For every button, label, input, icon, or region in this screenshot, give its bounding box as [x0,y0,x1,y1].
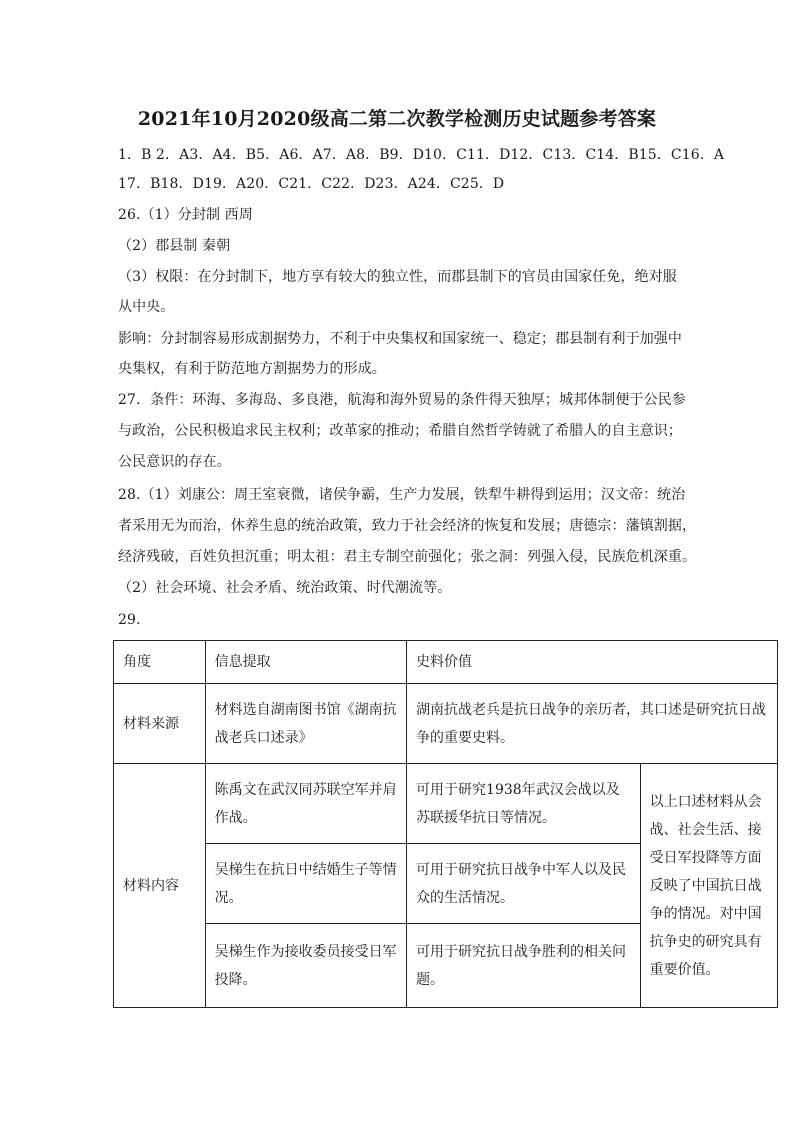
source-angle: 材料来源 [114,684,206,764]
q29-table [113,640,778,1008]
content-info-3: 吴梯生作为接收委员接受日军投降。 [205,924,406,1008]
content-info-2: 吴梯生在抗日中结婚生子等情况。 [205,844,406,924]
content-value-1: 可用于研究1938年武汉会战以及苏联援华抗日等情况。 [407,764,641,844]
content-summary: 以上口述材料从会战、社会生活、接受日军投降等方面反映了中国抗日战争的情况。对中国抗争史的研究具有重要价值。 [640,764,777,1008]
content-info-1: 陈禹文在武汉同苏联空军并肩作战。 [205,764,406,844]
source-value: 湖南抗战老兵是抗日战争的亲历者，其口述是研究抗日战争的重要史料。 [407,684,778,764]
choice-answers-line-1: 1．B 2．A3．A4．B5．A6．A7．A8．B9．D10．C11．D12．C13．C14．B15．C16．A [118,147,725,163]
q27-line3: 公民意识的存在。 [118,454,231,470]
document-title: 2021年10月2020级高二第二次教学检测历史试题参考答案 [137,108,657,130]
header-angle: 角度 [114,641,206,684]
q26-part3-line1: （3）权限：在分封制下，地方享有较大的独立性，而郡县制下的官员由国家任免，绝对服 [118,269,677,285]
q28-line1: 28.（1）刘康公：周王室衰微，诸侯争霸，生产力发展，铁犁牛耕得到运用；汉文帝：统治 [118,487,686,503]
choice-answers-line-2: 17．B18．D19．A20．C21．C22．D23．A24．C25．D [118,176,505,192]
header-info: 信息提取 [205,641,406,684]
q28-line4: （2）社会环境、社会矛盾、统治政策、时代潮流等。 [118,580,452,596]
q26-part1: 26.（1）分封制 西周 [118,207,253,223]
table-row-source [114,684,778,764]
q26-effect-line1: 影响：分封制容易形成割据势力，不利于中央集权和国家统一、稳定；郡县制有利于加强中 [118,331,682,347]
q28-line3: 经济残破，百姓负担沉重；明太祖：君主专制空前强化；张之洞：列强入侵，民族危机深重。 [118,549,697,565]
content-angle: 材料内容 [114,764,206,1008]
q26-effect-line2: 央集权，有利于防范地方割据势力的形成。 [118,361,386,377]
q28-line2: 者采用无为而治，休养生息的统治政策，致力于社会经济的恢复和发展；唐德宗：藩镇割据， [118,518,697,534]
q27-line1: 27．条件：环海、多海岛、多良港，航海和海外贸易的条件得天独厚；城邦体制便于公民参 [118,392,686,408]
table-row-content-1 [114,764,778,844]
q29-label: 29. [118,612,141,628]
content-value-2: 可用于研究抗日战争中军人以及民众的生活情况。 [407,844,641,924]
q26-part3-line2: 从中央。 [118,299,175,315]
source-info: 材料选自湖南图书馆《湖南抗战老兵口述录》 [205,684,406,764]
content-value-3: 可用于研究抗日战争胜利的相关问题。 [407,924,641,1008]
q27-line2: 与政治，公民积极追求民主权利；改革家的推动；希腊自然哲学铸就了希腊人的自主意识； [118,423,682,439]
header-value: 史料价值 [407,641,778,684]
q26-part2: （2）郡县制 秦朝 [118,238,231,254]
table-header-row [114,641,778,684]
